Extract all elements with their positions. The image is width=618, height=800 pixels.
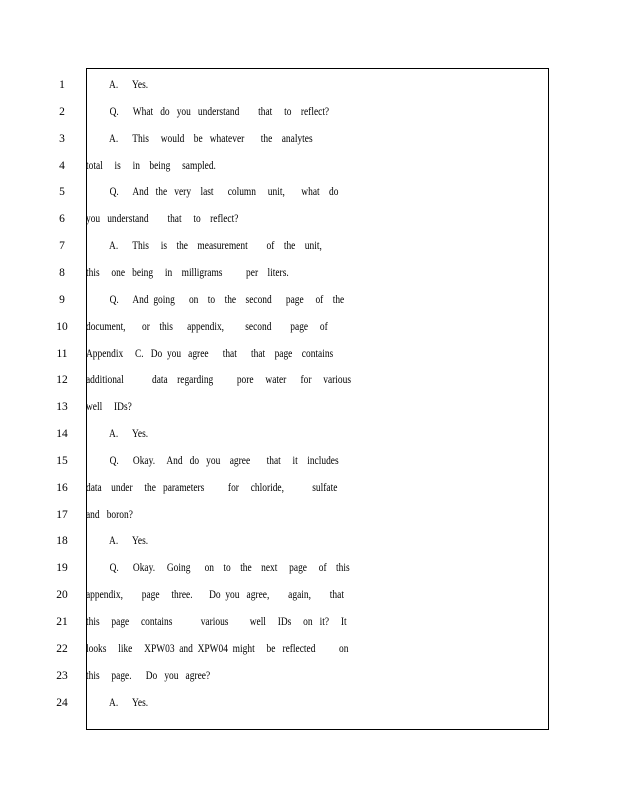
transcript-line: A. This would be whatever the analytes	[86, 133, 313, 145]
line-number: 22	[56, 643, 68, 655]
line-number: 6	[59, 213, 65, 225]
line-number: 12	[56, 374, 68, 386]
transcript-line: appendix, page three. Do you agree, again, that	[86, 589, 344, 601]
line-number: 15	[56, 455, 68, 467]
line-number: 23	[56, 670, 68, 682]
transcript-line: and boron?	[86, 509, 133, 521]
transcript-line: A. Yes.	[86, 535, 149, 547]
transcript-line: A. Yes.	[86, 79, 149, 91]
transcript-line: A. This is the measurement of the unit,	[86, 240, 322, 252]
transcript-line: document, or this appendix, second page of	[86, 321, 328, 333]
transcript-line: A. Yes.	[86, 697, 149, 709]
line-number: 4	[59, 160, 65, 172]
transcript-line: this page contains various well IDs on it? It	[86, 616, 347, 628]
transcript-line: Appendix C. Do you agree that that page contains	[86, 348, 334, 360]
line-number: 10	[56, 321, 68, 333]
transcript-line: additional data regarding pore water for various	[86, 374, 352, 386]
transcript-line: Q. And the very last column unit, what do	[86, 186, 339, 198]
line-number: 5	[59, 186, 65, 198]
line-number: 1	[59, 79, 65, 91]
line-number: 7	[59, 240, 65, 252]
transcript-line: you understand that to reflect?	[86, 213, 239, 225]
transcript-line: looks like XPW03 and XPW04 might be reflected on	[86, 643, 349, 655]
line-number: 9	[59, 294, 65, 306]
line-number: 16	[56, 482, 68, 494]
transcript-line: this one being in milligrams per liters.	[86, 267, 289, 279]
line-number: 14	[56, 428, 68, 440]
transcript-line: Q. And going on to the second page of the	[86, 294, 345, 306]
transcript-line: Q. Okay. Going on to the next page of this	[86, 562, 350, 574]
transcript-line: data under the parameters for chloride, sulfate	[86, 482, 338, 494]
line-number: 2	[59, 106, 65, 118]
transcript-line: total is in being sampled.	[86, 160, 216, 172]
line-number: 8	[59, 267, 65, 279]
transcript-line: A. Yes.	[86, 428, 149, 440]
line-number: 11	[56, 348, 68, 360]
transcript-line: Q. What do you understand that to reflect?	[86, 106, 330, 118]
line-number: 20	[56, 589, 68, 601]
transcript-line: Q. Okay. And do you agree that it includes	[86, 455, 339, 467]
line-number: 18	[56, 535, 68, 547]
line-number: 24	[56, 697, 68, 709]
line-number: 3	[59, 133, 65, 145]
transcript-line: well IDs?	[86, 401, 132, 413]
line-number: 13	[56, 401, 68, 413]
transcript-line: this page. Do you agree?	[86, 670, 211, 682]
line-number: 21	[56, 616, 68, 628]
line-number: 19	[56, 562, 68, 574]
line-number: 17	[56, 509, 68, 521]
